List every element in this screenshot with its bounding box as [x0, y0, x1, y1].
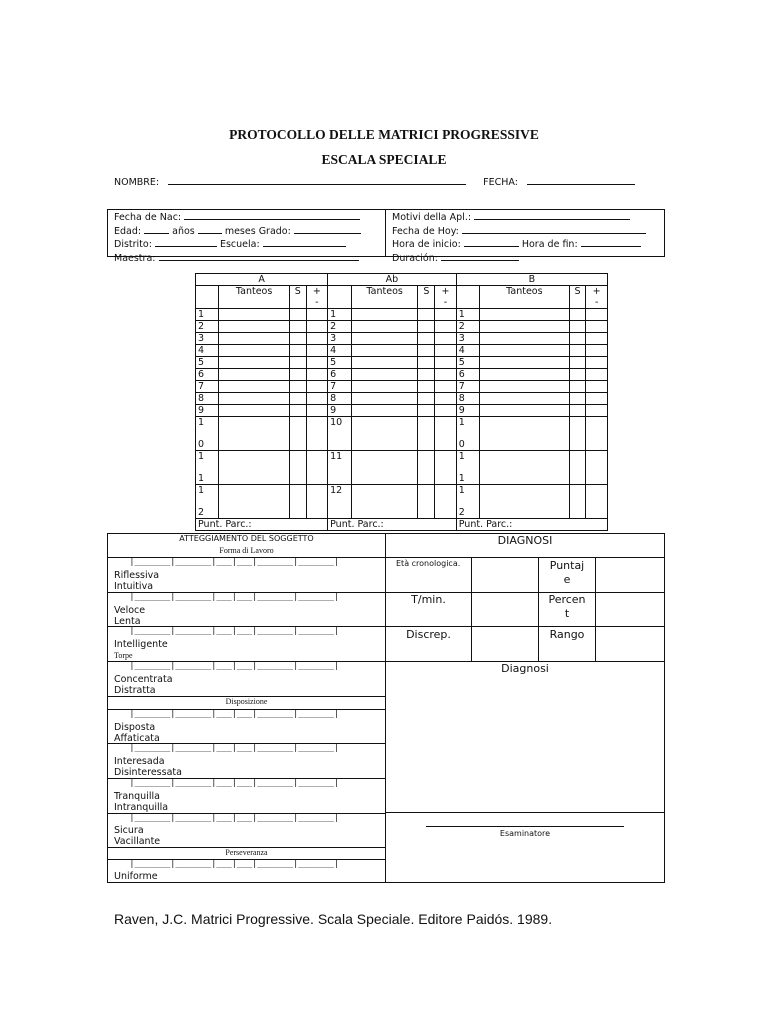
tanteos-cell-a[interactable] — [219, 345, 290, 357]
plusminus-cell-b[interactable] — [586, 357, 608, 369]
plusminus-cell-a[interactable] — [306, 417, 328, 451]
info-right — [392, 210, 646, 264]
group-b-header: B — [456, 274, 607, 286]
s-cell-ab[interactable] — [418, 345, 435, 357]
tanteos-cell-ab[interactable] — [351, 345, 418, 357]
plusminus-cell-ab[interactable] — [435, 405, 457, 417]
tanteos-cell-b[interactable] — [480, 321, 570, 333]
tanteos-cell-b[interactable] — [480, 485, 570, 519]
plusminus-cell-ab[interactable] — [435, 321, 457, 333]
item-number-b: 1 2 — [456, 485, 479, 519]
item-number-b: 7 — [456, 381, 479, 393]
tanteos-cell-ab[interactable] — [351, 381, 418, 393]
s-cell-a[interactable] — [289, 405, 306, 417]
tanteos-a: Tanteos — [219, 286, 290, 309]
s-cell-a[interactable] — [289, 345, 306, 357]
s-cell-ab[interactable] — [418, 381, 435, 393]
item-number-a: 1 — [196, 309, 219, 321]
tanteos-cell-a[interactable] — [219, 309, 290, 321]
item-number-a: 8 — [196, 393, 219, 405]
fecha-label: FECHA: — [483, 177, 518, 188]
num-col-a — [196, 286, 219, 309]
fecha-field[interactable] — [527, 175, 635, 185]
s-cell-ab[interactable] — [418, 393, 435, 405]
bottom-form — [107, 533, 665, 883]
item-number-ab: 8 — [328, 393, 352, 405]
plusminus-cell-ab[interactable] — [435, 451, 457, 485]
item-number-ab: 10 — [328, 417, 352, 451]
s-cell-a[interactable] — [289, 357, 306, 369]
item-number-b: 1 — [456, 309, 479, 321]
citation: Raven, J.C. Matrici Progressive. Scala Speciale. Editore Paidós. 1989. — [114, 911, 553, 927]
tanteos-cell-b[interactable] — [480, 417, 570, 451]
diagnosis-heading: DIAGNOSI — [497, 534, 553, 547]
tanteos-cell-b[interactable] — [480, 405, 570, 417]
item-number-b: 2 — [456, 321, 479, 333]
item-number-ab: 1 — [328, 309, 352, 321]
puntaje-label: Puntaj e — [549, 559, 585, 586]
s-cell-b[interactable] — [569, 405, 586, 417]
edad-field[interactable] — [144, 224, 169, 234]
maestra-label: Maestra: — [114, 252, 156, 264]
plusminus-cell-b[interactable] — [586, 485, 608, 519]
edad-label: Edad: — [114, 225, 142, 237]
tanteos-cell-ab[interactable] — [351, 405, 418, 417]
info-box — [107, 209, 665, 264]
s-cell-a[interactable] — [289, 393, 306, 405]
score-row — [196, 357, 608, 369]
plusminus-cell-b[interactable] — [586, 333, 608, 345]
score-row — [196, 451, 608, 485]
attitude-item — [108, 778, 385, 814]
discrep-label: Discrep. — [406, 628, 451, 641]
plusminus-cell-ab[interactable] — [435, 309, 457, 321]
s-cell-b[interactable] — [569, 393, 586, 405]
score-row — [196, 381, 608, 393]
attitude-label: Disposta — [114, 722, 156, 733]
tanteos-b: Tanteos — [480, 286, 570, 309]
s-cell-a[interactable] — [289, 381, 306, 393]
tanteos-cell-ab[interactable] — [351, 333, 418, 345]
attitude-item — [108, 709, 385, 745]
tanteos-cell-a[interactable] — [219, 451, 290, 485]
plusminus-cell-a[interactable] — [306, 357, 328, 369]
distrito-label: Distrito: — [114, 239, 152, 250]
plusminus-cell-ab[interactable] — [435, 357, 457, 369]
attitude-label: Concentrata — [114, 674, 173, 685]
attitude-heading: ATTEGGIAMENTO DEL SOGGETTO — [179, 534, 314, 543]
fecha-nac-label: Fecha de Nac: — [114, 212, 182, 223]
diag-hline-5 — [386, 812, 664, 813]
tanteos-cell-b[interactable] — [480, 357, 570, 369]
attitude-label: Torpe — [114, 651, 133, 660]
meses-field[interactable] — [198, 224, 222, 234]
plusminus-cell-a[interactable] — [306, 321, 328, 333]
tanteos-cell-a[interactable] — [219, 393, 290, 405]
s-cell-ab[interactable] — [418, 405, 435, 417]
tanteos-cell-a[interactable] — [219, 333, 290, 345]
item-number-b: 5 — [456, 357, 479, 369]
item-number-a: 1 1 — [196, 451, 219, 485]
diag-vline-3 — [595, 557, 596, 661]
item-number-b: 1 0 — [456, 417, 479, 451]
motivi-label: Motivi della Apl.: — [392, 212, 472, 223]
tanteos-cell-ab[interactable] — [351, 357, 418, 369]
punt-parc-ab: Punt. Parc.: — [328, 519, 457, 531]
score-row — [196, 393, 608, 405]
item-number-ab: 3 — [328, 333, 352, 345]
attitude-label: Distratta — [114, 685, 156, 696]
s-cell-ab[interactable] — [418, 357, 435, 369]
item-number-b: 9 — [456, 405, 479, 417]
item-number-a: 9 — [196, 405, 219, 417]
plusminus-cell-b[interactable] — [586, 393, 608, 405]
tanteos-cell-ab[interactable] — [351, 393, 418, 405]
item-number-ab: 12 — [328, 485, 352, 519]
tanteos-cell-a[interactable] — [219, 369, 290, 381]
plusminus-cell-ab[interactable] — [435, 393, 457, 405]
s-cell-b[interactable] — [569, 451, 586, 485]
item-number-ab: 11 — [328, 451, 352, 485]
item-number-b: 4 — [456, 345, 479, 357]
plusminus-cell-ab[interactable] — [435, 369, 457, 381]
tanteos-cell-a[interactable] — [219, 405, 290, 417]
tanteos-cell-ab[interactable] — [351, 369, 418, 381]
item-number-a: 1 2 — [196, 485, 219, 519]
info-left — [114, 210, 361, 264]
rating-scale[interactable]: |_______|_______|___|___|_______|_______| — [114, 626, 340, 636]
maestra-field[interactable] — [159, 251, 359, 261]
tanteos-cell-b[interactable] — [480, 333, 570, 345]
plusminus-b: + - — [586, 286, 608, 309]
plusminus-cell-a[interactable] — [306, 485, 328, 519]
s-cell-b[interactable] — [569, 381, 586, 393]
plusminus-cell-ab[interactable] — [435, 345, 457, 357]
num-col-b — [456, 286, 479, 309]
tmin-label: T/min. — [411, 593, 446, 606]
attitude-label: Uniforme — [114, 871, 158, 882]
fecha-hoy-field[interactable] — [462, 224, 646, 234]
attitude-label: Lenta — [114, 616, 141, 627]
page-subtitle: ESCALA SPECIALE — [321, 152, 447, 167]
group-a-header: A — [196, 274, 328, 286]
plusminus-cell-b[interactable] — [586, 369, 608, 381]
examiner-label: Esaminatore — [499, 829, 551, 838]
attitude-label: Intranquilla — [114, 802, 169, 813]
group-header-row — [196, 274, 608, 286]
nombre-label: NOMBRE: — [114, 177, 160, 188]
diag-hline-1 — [386, 557, 664, 558]
score-row — [196, 333, 608, 345]
item-number-ab: 2 — [328, 321, 352, 333]
plusminus-cell-a[interactable] — [306, 345, 328, 357]
s-cell-a[interactable] — [289, 485, 306, 519]
attitude-item — [108, 626, 385, 662]
plusminus-cell-b[interactable] — [586, 451, 608, 485]
tanteos-ab: Tanteos — [351, 286, 418, 309]
plusminus-cell-a[interactable] — [306, 309, 328, 321]
attitude-label: Tranquilla — [114, 791, 160, 802]
s-b: S — [569, 286, 586, 309]
s-cell-ab[interactable] — [418, 485, 435, 519]
attitude-label: Vacillante — [114, 836, 161, 847]
item-number-a: 4 — [196, 345, 219, 357]
score-row — [196, 345, 608, 357]
item-number-b: 1 1 — [456, 451, 479, 485]
item-number-ab: 9 — [328, 405, 352, 417]
s-cell-b[interactable] — [569, 357, 586, 369]
plusminus-cell-b[interactable] — [586, 345, 608, 357]
fecha-nac-field[interactable] — [184, 210, 360, 220]
plusminus-cell-ab[interactable] — [435, 485, 457, 519]
tanteos-cell-ab[interactable] — [351, 321, 418, 333]
s-cell-ab[interactable] — [418, 309, 435, 321]
item-number-a: 3 — [196, 333, 219, 345]
score-row — [196, 485, 608, 519]
tanteos-cell-a[interactable] — [219, 485, 290, 519]
plusminus-cell-ab[interactable] — [435, 417, 457, 451]
info-divider — [385, 210, 386, 256]
grado-field[interactable] — [294, 224, 361, 234]
tanteos-cell-ab[interactable] — [351, 309, 418, 321]
plusminus-cell-ab[interactable] — [435, 381, 457, 393]
tanteos-cell-b[interactable] — [480, 393, 570, 405]
plusminus-cell-a[interactable] — [306, 405, 328, 417]
rating-scale[interactable]: |_______|_______|___|___|_______|_______| — [114, 859, 340, 869]
plusminus-cell-ab[interactable] — [435, 333, 457, 345]
s-cell-ab[interactable] — [418, 417, 435, 451]
diagnosi-label: Diagnosi — [501, 662, 549, 675]
s-cell-b[interactable] — [569, 321, 586, 333]
attitude-label: Intuitiva — [114, 581, 154, 592]
tanteos-cell-ab[interactable] — [351, 417, 418, 451]
plusminus-cell-b[interactable] — [586, 381, 608, 393]
item-number-b: 3 — [456, 333, 479, 345]
score-row — [196, 309, 608, 321]
tanteos-cell-b[interactable] — [480, 381, 570, 393]
score-row — [196, 369, 608, 381]
s-cell-a[interactable] — [289, 309, 306, 321]
hora-fin-label: Hora de fin: — [521, 239, 578, 250]
plusminus-a: + - — [306, 286, 328, 309]
s-cell-a[interactable] — [289, 321, 306, 333]
fecha-hoy-label: Fecha de Hoy: — [392, 225, 459, 237]
attitude-item — [108, 743, 385, 779]
distrito-field[interactable] — [155, 237, 217, 247]
item-number-ab: 4 — [328, 345, 352, 357]
hora-inicio-label: Hora de inicio: — [392, 239, 461, 250]
rango-label: Rango — [549, 628, 585, 641]
rating-scale[interactable]: |_______|_______|___|___|_______|_______| — [114, 661, 340, 671]
rating-scale[interactable]: |_______|_______|___|___|_______|_______| — [114, 709, 340, 719]
diag-hline-3 — [386, 626, 664, 627]
attitude-label: Affaticata — [114, 733, 160, 744]
meses-grado-label: meses Grado: — [224, 225, 291, 237]
plusminus-cell-b[interactable] — [586, 417, 608, 451]
rating-scale[interactable]: |_______|_______|___|___|_______|_______| — [114, 813, 340, 823]
item-number-ab: 7 — [328, 381, 352, 393]
tanteos-cell-ab[interactable] — [351, 485, 418, 519]
tanteos-cell-a[interactable] — [219, 357, 290, 369]
attitude-label: Riflessiva — [114, 570, 160, 581]
score-row — [196, 417, 608, 451]
tanteos-cell-b[interactable] — [480, 309, 570, 321]
attitude-item — [108, 592, 385, 628]
attitude-label: Intelligente — [114, 639, 168, 650]
s-cell-ab[interactable] — [418, 451, 435, 485]
s-cell-a[interactable] — [289, 369, 306, 381]
footer-row — [196, 519, 608, 531]
attitude-label: Interesada — [114, 756, 165, 767]
plusminus-cell-b[interactable] — [586, 321, 608, 333]
num-col-ab — [328, 286, 352, 309]
s-cell-ab[interactable] — [418, 321, 435, 333]
section-forma: Forma di Lavoro — [219, 546, 274, 555]
rating-scale[interactable]: |_______|_______|___|___|_______|_______| — [114, 592, 340, 602]
score-table — [195, 273, 608, 531]
eta-label: Età cronologica. — [396, 559, 461, 568]
s-cell-b[interactable] — [569, 333, 586, 345]
s-cell-b[interactable] — [569, 345, 586, 357]
s-cell-b[interactable] — [569, 417, 586, 451]
attitude-label: Veloce — [114, 605, 146, 616]
percent-label: Percen t — [548, 593, 586, 620]
s-cell-a[interactable] — [289, 333, 306, 345]
nombre-field[interactable] — [168, 175, 466, 185]
hora-fin-field[interactable] — [581, 237, 641, 247]
plusminus-cell-a[interactable] — [306, 451, 328, 485]
plusminus-ab: + - — [435, 286, 457, 309]
item-number-b: 6 — [456, 369, 479, 381]
tanteos-cell-b[interactable] — [480, 451, 570, 485]
hora-inicio-field[interactable] — [464, 237, 519, 247]
item-number-a: 6 — [196, 369, 219, 381]
s-cell-a[interactable] — [289, 451, 306, 485]
motivi-field[interactable] — [474, 210, 630, 220]
tanteos-cell-ab[interactable] — [351, 451, 418, 485]
s-ab: S — [418, 286, 435, 309]
escuela-field[interactable] — [263, 237, 346, 247]
plusminus-cell-a[interactable] — [306, 381, 328, 393]
s-cell-ab[interactable] — [418, 369, 435, 381]
item-number-a: 5 — [196, 357, 219, 369]
tanteos-cell-a[interactable] — [219, 321, 290, 333]
item-number-ab: 6 — [328, 369, 352, 381]
duracion-field[interactable] — [441, 251, 519, 261]
plusminus-cell-a[interactable] — [306, 333, 328, 345]
plusminus-cell-b[interactable] — [586, 405, 608, 417]
item-number-ab: 5 — [328, 357, 352, 369]
tanteos-cell-a[interactable] — [219, 381, 290, 393]
punt-parc-b: Punt. Parc.: — [456, 519, 607, 531]
plusminus-cell-a[interactable] — [306, 369, 328, 381]
tanteos-cell-b[interactable] — [480, 369, 570, 381]
s-cell-b[interactable] — [569, 485, 586, 519]
rating-scale[interactable]: |_______|_______|___|___|_______|_______| — [114, 557, 340, 567]
s-a: S — [289, 286, 306, 309]
tanteos-cell-a[interactable] — [219, 417, 290, 451]
anos-label: años — [172, 225, 195, 237]
tanteos-cell-b[interactable] — [480, 345, 570, 357]
plusminus-cell-b[interactable] — [586, 309, 608, 321]
score-row — [196, 405, 608, 417]
item-number-a: 1 0 — [196, 417, 219, 451]
item-number-a: 2 — [196, 321, 219, 333]
s-cell-b[interactable] — [569, 369, 586, 381]
group-ab-header: Ab — [328, 274, 457, 286]
s-cell-b[interactable] — [569, 309, 586, 321]
item-number-b: 8 — [456, 393, 479, 405]
attitude-item — [108, 557, 385, 593]
s-cell-a[interactable] — [289, 417, 306, 451]
plusminus-cell-a[interactable] — [306, 393, 328, 405]
attitude-item — [108, 661, 385, 697]
section-disposizione: Disposizione — [108, 696, 385, 709]
rating-scale[interactable]: |_______|_______|___|___|_______|_______| — [114, 778, 340, 788]
attitude-label: Disinteressata — [114, 767, 182, 778]
section-perseveranza: Perseveranza — [108, 847, 385, 860]
escuela-label: Escuela: — [219, 239, 260, 250]
attitude-item — [108, 859, 385, 883]
punt-parc-a: Punt. Parc.: — [196, 519, 328, 531]
rating-scale[interactable]: |_______|_______|___|___|_______|_______| — [114, 743, 340, 753]
s-cell-ab[interactable] — [418, 333, 435, 345]
attitude-item — [108, 813, 385, 848]
item-number-a: 7 — [196, 381, 219, 393]
nombre-row — [114, 175, 635, 188]
attitude-label: Sicura — [114, 825, 144, 836]
subheader-row — [196, 286, 608, 309]
examiner-signature-line[interactable] — [426, 826, 624, 827]
score-row — [196, 321, 608, 333]
duracion-label: Duración: — [392, 252, 438, 264]
diag-vline-1 — [471, 557, 472, 661]
page-title: PROTOCOLLO DELLE MATRICI PROGRESSIVE — [229, 127, 539, 142]
